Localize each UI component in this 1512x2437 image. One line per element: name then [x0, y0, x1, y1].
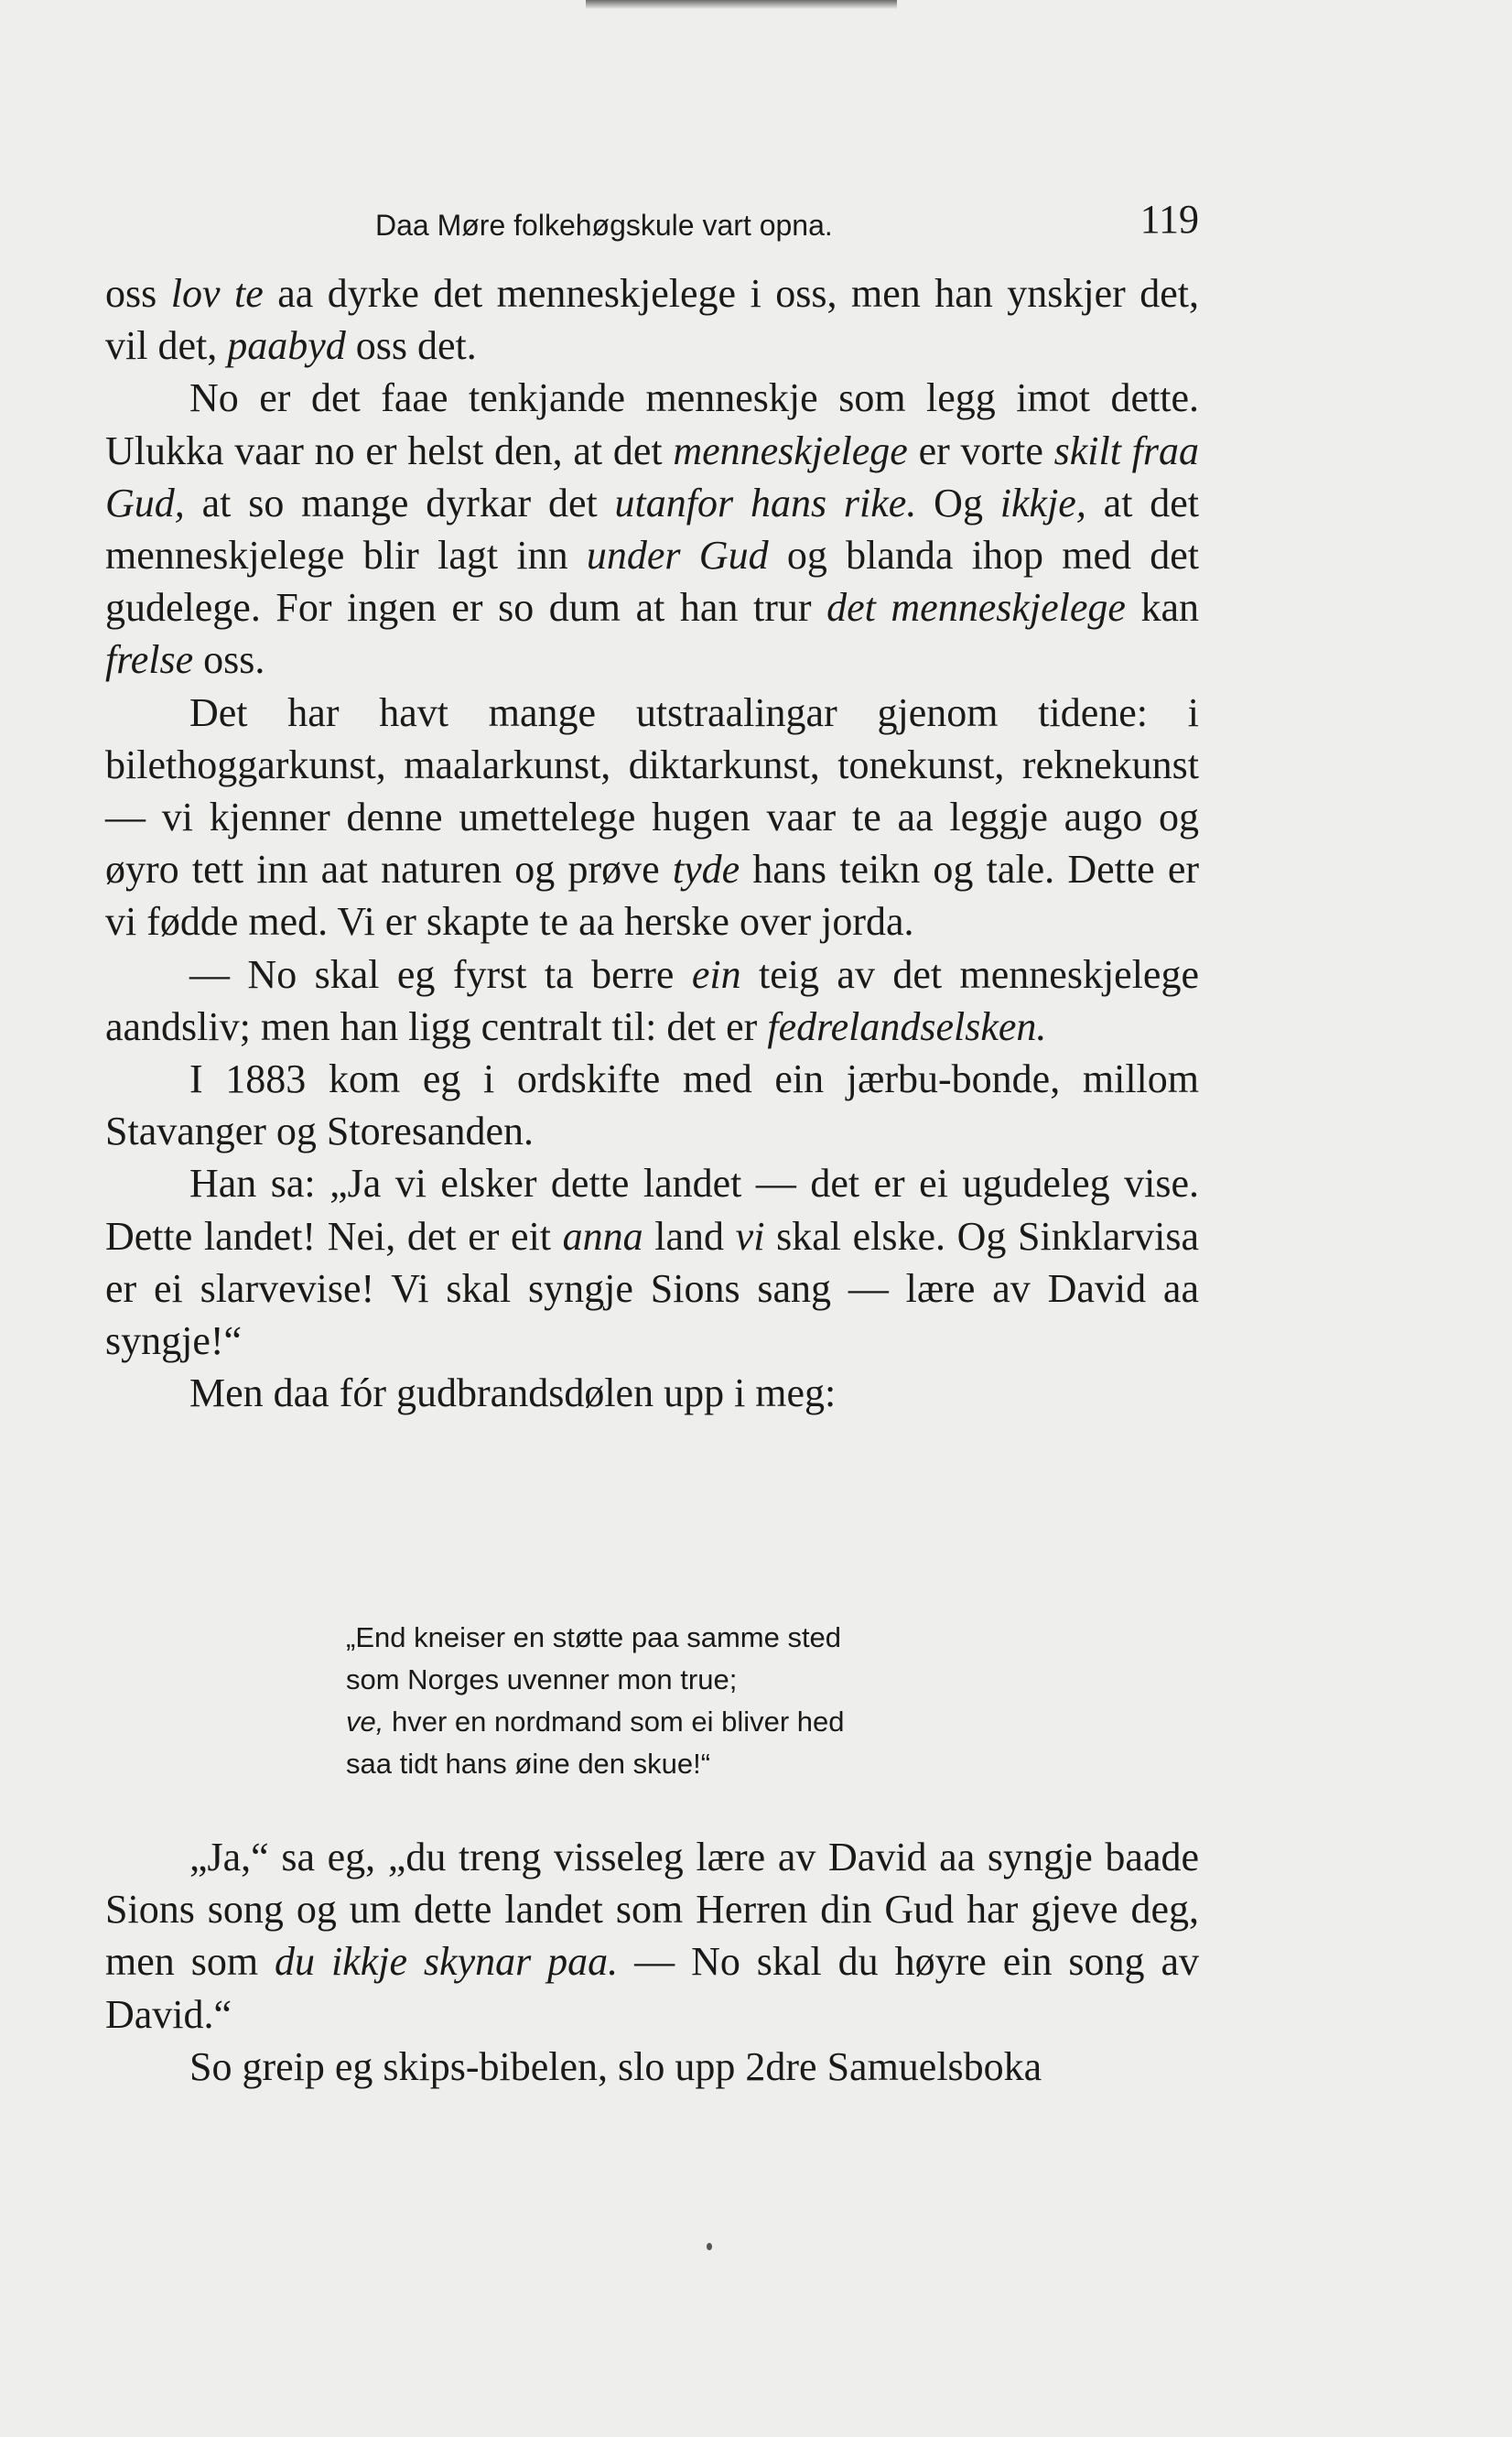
paragraph: [105, 267, 1199, 372]
italic-run: du ikkje skynar paa.: [275, 1939, 619, 1985]
text-run: Men daa fór gudbrandsdølen upp i meg:: [189, 1370, 837, 1416]
paragraph: [105, 1157, 1199, 1367]
text-run: Han sa: „Ja vi elsker dette landet — det er ei ugudeleg vise. Dette landet! Nei, det er eit: [105, 1161, 1199, 1259]
text-run: land: [643, 1213, 736, 1259]
text-run: hans teikn og tale. Dette er vi fødde med. Vi er skapte te aa herske over jorda.: [105, 847, 1199, 945]
italic-run: fedrelandselsken.: [767, 1003, 1047, 1049]
text-run: og blanda ihop med det gudelege. For ingen er so dum at han trur: [105, 533, 1200, 631]
italic-run: lov te: [170, 271, 264, 316]
verse-line: [346, 1617, 1042, 1659]
italic-run: vi: [735, 1213, 765, 1259]
text-run: So greip eg skips-bibelen, slo upp 2dre Samuelsboka: [189, 2043, 1042, 2089]
text-run: oss: [105, 271, 171, 316]
text-run: „Ja,“ sa eg, „du treng visseleg lære av David aa syngje baade Sions song og um dette landet som Herren din Gud har gjeve deg, men som: [105, 1835, 1199, 1985]
italic-run: menneskjelege: [673, 428, 908, 473]
italic-run: ikkje,: [999, 480, 1086, 525]
italic-run: skilt fraa Gud,: [105, 428, 1199, 525]
text-run: Og: [916, 480, 1000, 525]
body-text: [105, 267, 1199, 1419]
text-run: oss det.: [345, 323, 477, 369]
text-run: skal elske. Og Sinklarvisa er ei slarvevise! Vi skal syngje Sions sang — lære av David aa syngje!“: [105, 1213, 1199, 1364]
text-run: Det har havt mange utstraalingar gjenom tidene: i bilethoggarkunst, maalarkunst, diktarkunst, tonekunst, reknekunst — vi kjenner denne umettelege hugen vaar te aa leggje augo og øyro tett inn aat naturen og prøve: [105, 689, 1199, 893]
verse-quotation: [346, 1617, 1042, 1785]
text-run: hver en nordmand som ei bliver hed: [383, 1706, 845, 1738]
text-run: kan: [1125, 585, 1200, 631]
text-run: at det menneskjelege blir lagt inn: [105, 480, 1200, 579]
paragraph: [105, 2041, 1199, 2093]
paragraph: [105, 1367, 1199, 1419]
italic-run: tyde: [672, 847, 740, 893]
paragraph: [105, 372, 1199, 686]
text-run: som Norges uvenner mon true;: [346, 1663, 738, 1695]
paragraph: [105, 1831, 1199, 2041]
text-run: saa tidt hans øine den skue!“: [346, 1748, 711, 1780]
text-run: No er det faae tenkjande menneskje som legg imot dette. Ulukka vaar no er helst den, at det: [105, 375, 1199, 473]
italic-run: frelse: [105, 637, 194, 683]
ink-speck: [707, 2243, 712, 2250]
text-run: teig av det menneskjelege aandsliv; men han ligg centralt til: det er: [105, 951, 1199, 1049]
text-run: I 1883 kom eg i ordskifte med ein jærbu-bonde, millom Stavanger og Storesanden.: [105, 1056, 1199, 1154]
italic-run: utanfor hans rike.: [614, 480, 917, 525]
running-head: Daa Møre folkehøgskule vart opna.: [375, 209, 833, 242]
text-run: — No skal eg fyrst ta berre: [189, 951, 692, 997]
page-number: 119: [1139, 197, 1199, 242]
scan-smudge: [586, 0, 897, 9]
verse-line: [346, 1743, 1042, 1785]
paragraph: [105, 1053, 1199, 1157]
text-run: at so mange dyrkar det: [184, 480, 615, 525]
italic-run: anna: [562, 1213, 643, 1259]
text-run: aa dyrke det menneskjelege i oss, men han ynskjer det, vil det,: [105, 271, 1200, 369]
verse-line: [346, 1659, 1042, 1701]
italic-run: ein: [691, 951, 741, 997]
italic-run: under Gud: [586, 533, 769, 579]
text-run: er vorte: [907, 428, 1054, 473]
text-run: „End kneiser en støtte paa samme sted: [346, 1621, 842, 1653]
text-run: — No skal du høyre ein song av David.“: [105, 1939, 1199, 2037]
page-header: [105, 192, 1199, 247]
verse-line: [346, 1701, 1042, 1743]
italic-run: ve,: [346, 1706, 384, 1738]
body-text-continued: [105, 1831, 1199, 2093]
paragraph: [105, 948, 1199, 1053]
paragraph: [105, 687, 1199, 948]
italic-run: det menneskjelege: [826, 585, 1126, 631]
text-run: oss.: [193, 637, 265, 683]
italic-run: paabyd: [227, 323, 346, 369]
